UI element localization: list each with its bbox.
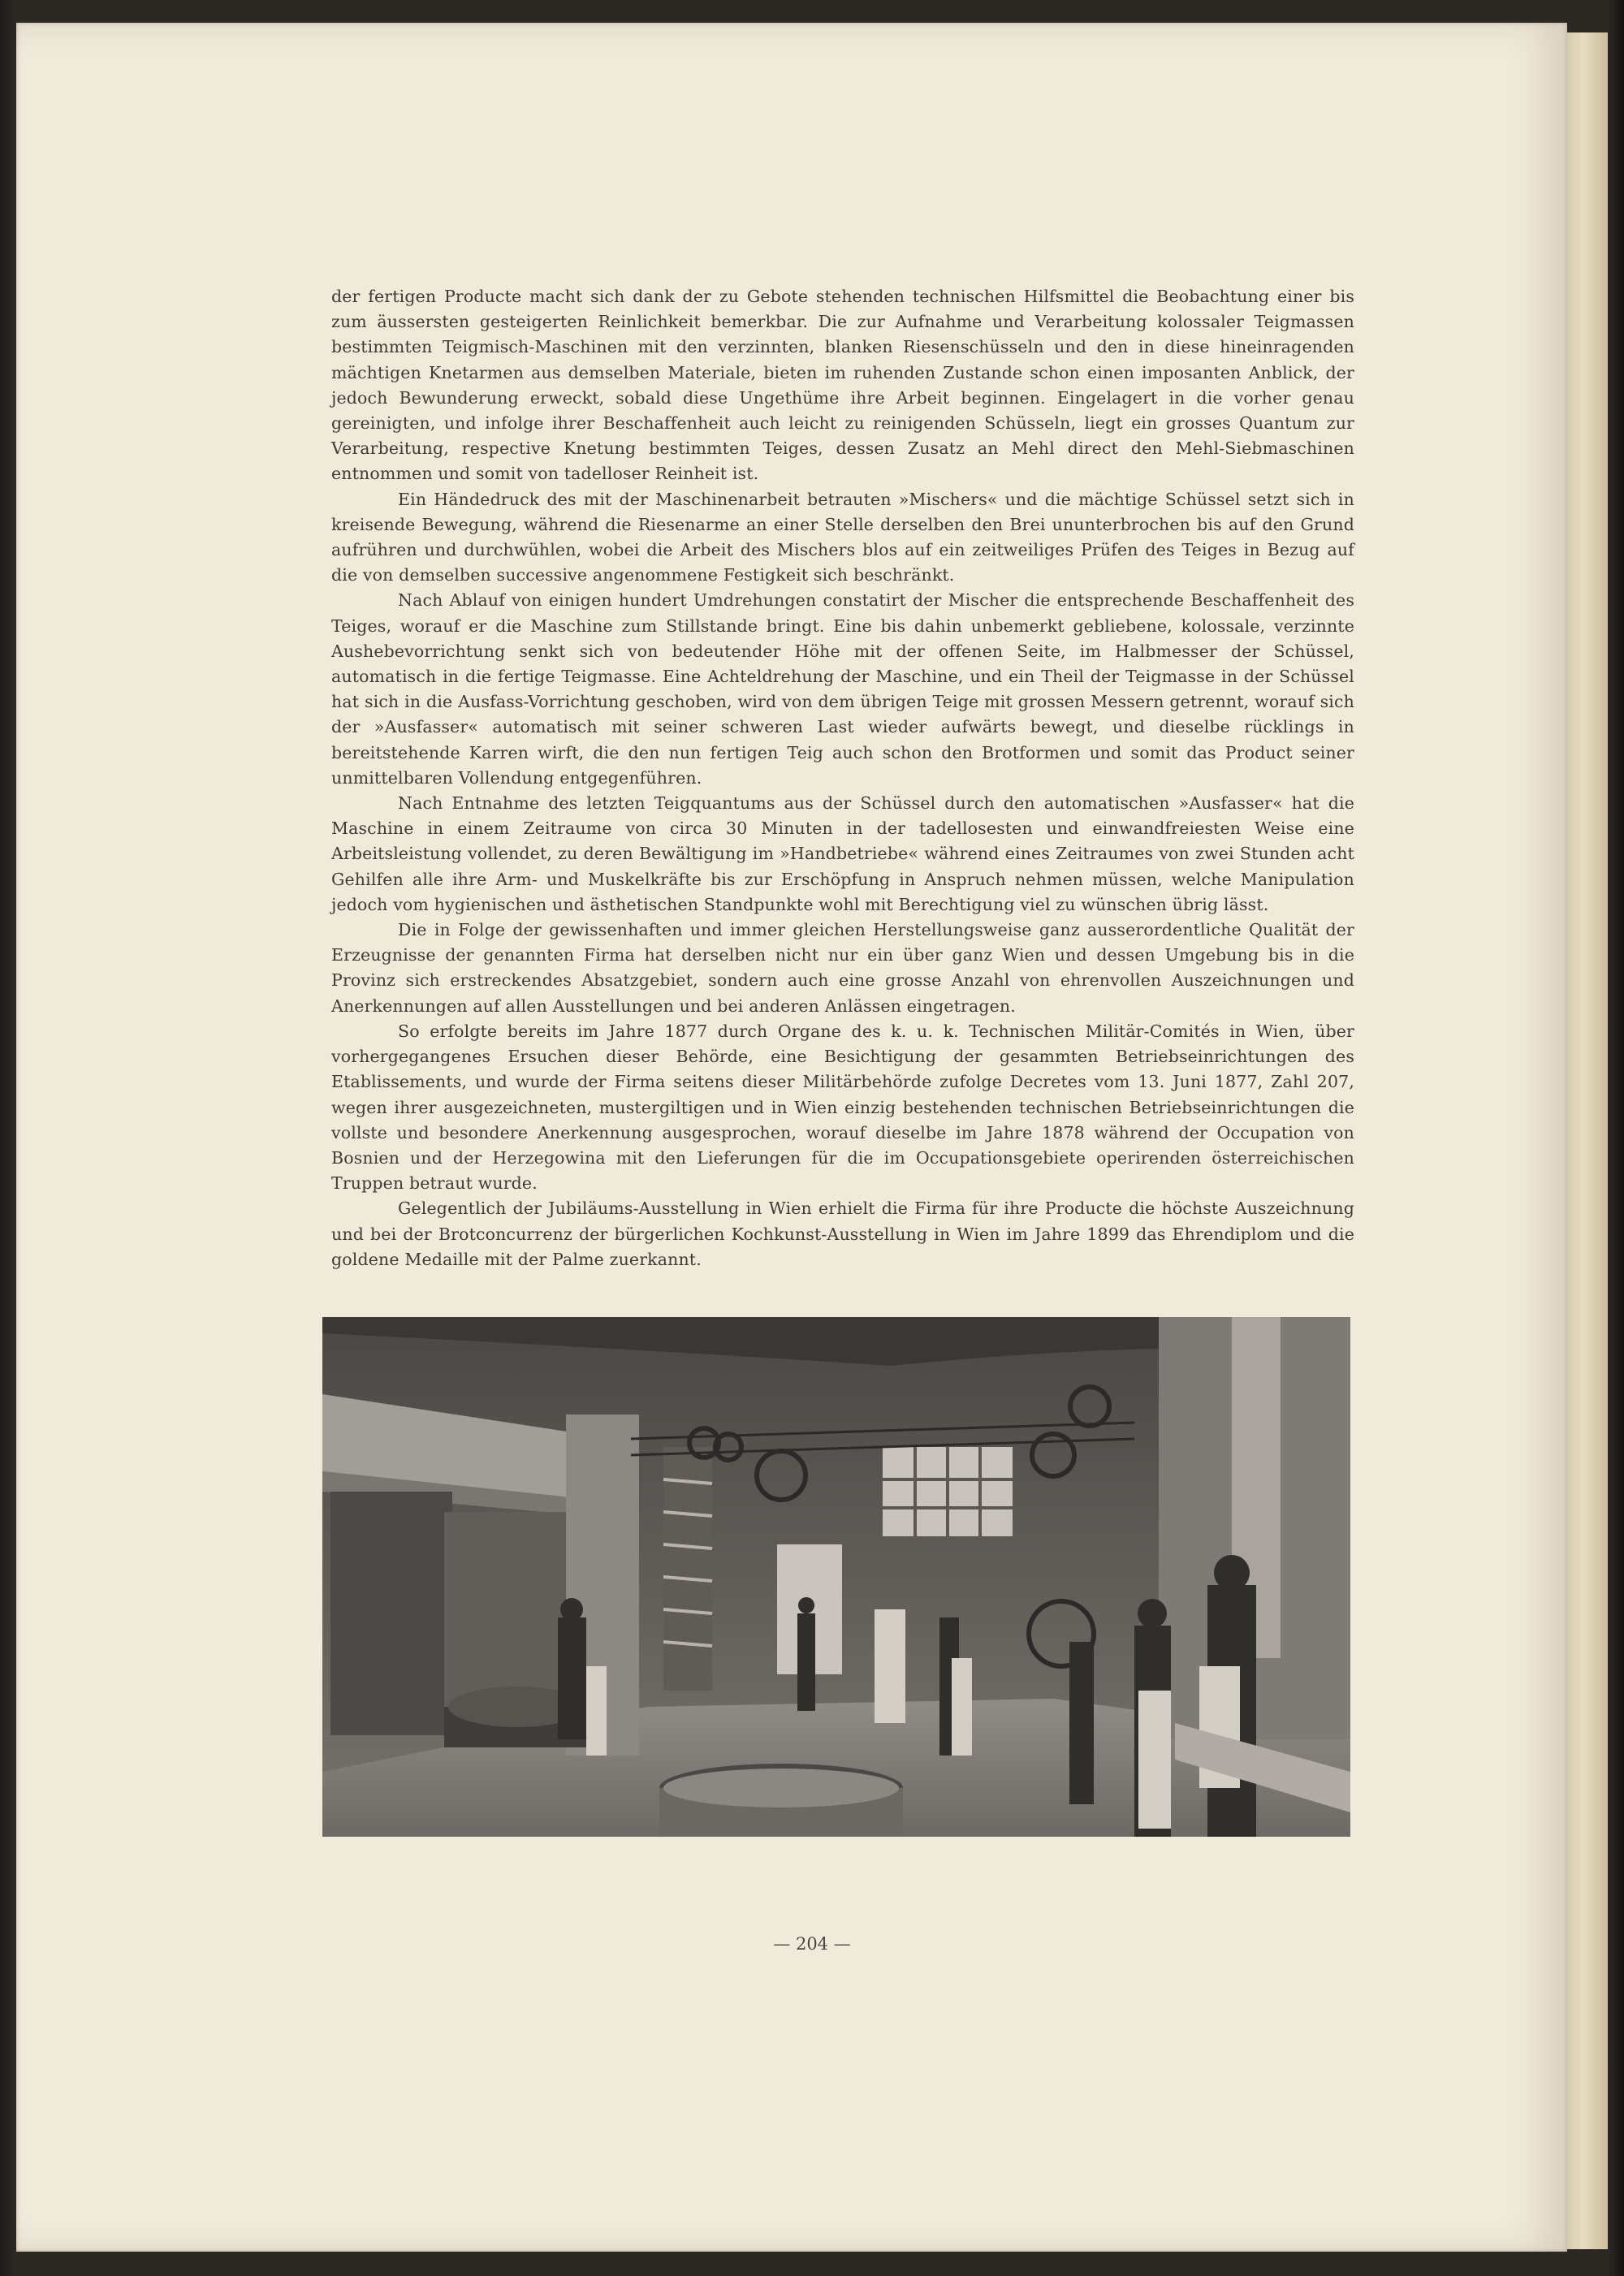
paragraph-6: So erfolgte bereits im Jahre 1877 durch Organe des k. u. k. Technischen Militär-Comités in Wien, über vorhergegangenes Ersuchen dieser Behörde, eine Besichtigung der gesammten Betriebseinrichtungen des Etablissements, und wurde der Firma seitens dieser Militärbehörde zufolge Decretes vom 13. Juni 1877, Zahl 207, wegen ihrer ausgezeichneten, mustergiltigen und in Wien einzig bestehenden technischen Betriebseinrichtungen die vollste und besondere Anerkennung ausgesprochen, worauf dieselbe im Jahre 1878 während der Occupation von Bosnien und der Herzegowina mit den Lieferungen für die im Occupationsgebiete operirenden österreichischen Truppen betraut wurde. <box>331 1021 1354 1194</box>
paragraph-7: Gelegentlich der Jubiläums-Ausstellung in Wien erhielt die Firma für ihre Producte die höchste Auszeichnung und bei der Brotconcurrenz der bürgerlichen Kochkunst-Ausstellung in Wien im Jahre 1899 das Ehrendiplom und die goldene Medaille mit der Palme zuerkannt. <box>331 1198 1354 1269</box>
next-page-edge <box>1567 32 1608 2249</box>
paragraph-5: Die in Folge der gewissenhaften und immer gleichen Herstellungsweise ganz ausserordentliche Qualität der Erzeugnisse der genannten Firma hat derselben nicht nur ein über ganz Wien und dessen Umgebung bis in die Provinz sich erstreckendes Absatzgebiet, sondern auch eine grosse Anzahl von ehrenvollen Auszeichnungen und Anerkennungen auf allen Ausstellungen und bei anderen Anlässen eingetragen. <box>331 920 1354 1016</box>
body-text <box>331 284 1354 1272</box>
paragraph-4: Nach Entnahme des letzten Teigquantums aus der Schüssel durch den automatischen »Ausfasser« hat die Maschine in einem Zeitraume von circa 30 Minuten in der tadellosesten und einwandfreiesten Weise eine Arbeitsleistung vollendet, zu deren Bewältigung im »Handbetriebe« während eines Zeitraumes von zwei Stunden acht Gehilfen alle ihre Arm- und Muskelkräfte bis zur Erschöpfung in Anspruch nehmen müssen, welche Manipulation jedoch vom hygienischen und ästhetischen Standpunkte wohl mit Berechtigung viel zu wünschen übrig lässt. <box>331 793 1354 914</box>
bakery-photograph <box>322 1317 1350 1837</box>
page-number: — 204 — <box>773 1934 851 1954</box>
paragraph-2: Ein Händedruck des mit der Maschinenarbeit betrauten »Mischers« und die mächtige Schüssel setzt sich in kreisende Bewegung, während die Riesenarme an einer Stelle derselben den Brei ununterbrochen bis auf den Grund aufrühren und durchwühlen, wobei die Arbeit des Mischers blos auf ein zeitweiliges Prüfen des Teiges in Bezug auf die von demselben successive angenommene Festigkeit sich beschränkt. <box>331 489 1354 585</box>
paragraph-1: der fertigen Producte macht sich dank der zu Gebote stehenden technischen Hilfsmittel die Beobachtung einer bis zum äussersten gesteigerten Reinlichkeit bemerkbar. Die zur Aufnahme und Verarbeitung kolossaler Teigmassen bestimmten Teigmisch-Maschinen mit den verzinnten, blanken Riesenschüsseln und den in diese hineinragenden mächtigen Knetarmen aus demselben Materiale, bieten im ruhenden Zustande schon einen imposanten Anblick, der jedoch Bewunderung erweckt, sobald diese Ungethüme ihre Arbeit beginnen. Eingelagert in die vorher genau gereinigten, und infolge ihrer Beschaffenheit auch leicht zu reinigenden Schüsseln, liegt ein grosses Quantum zur Verarbeitung, respective Knetung bestimmten Teiges, dessen Zusatz an Mehl direct den Mehl-Siebmaschinen entnommen und somit von tadelloser Reinheit ist. <box>331 287 1354 484</box>
paragraph-3: Nach Ablauf von einigen hundert Umdrehungen constatirt der Mischer die entsprechende Beschaffenheit des Teiges, worauf er die Maschine zum Stillstande bringt. Eine bis dahin unbemerkt gebliebene, kolossale, verzinnte Aushebevorrichtung senkt sich von bedeutender Höhe mit der offenen Seite, im Halbmesser der Schüssel, automatisch in die fertige Teigmasse. Eine Achteldrehung der Maschine, und ein Theil der Teigmasse in der Schüssel hat sich in die Ausfass-Vorrichtung geschoben, wird von dem übrigen Teige mit grossen Messern getrennt, worauf sich der »Ausfasser« automatisch mit seiner schweren Last wieder aufwärts bewegt, und dieselbe rücklings in bereitstehende Karren wirft, die den nun fertigen Teig auch schon den Brotformen und somit das Product seiner unmittelbaren Vollendung entgegenführen. <box>331 590 1354 788</box>
bakery-interior-illustration <box>322 1317 1350 1837</box>
